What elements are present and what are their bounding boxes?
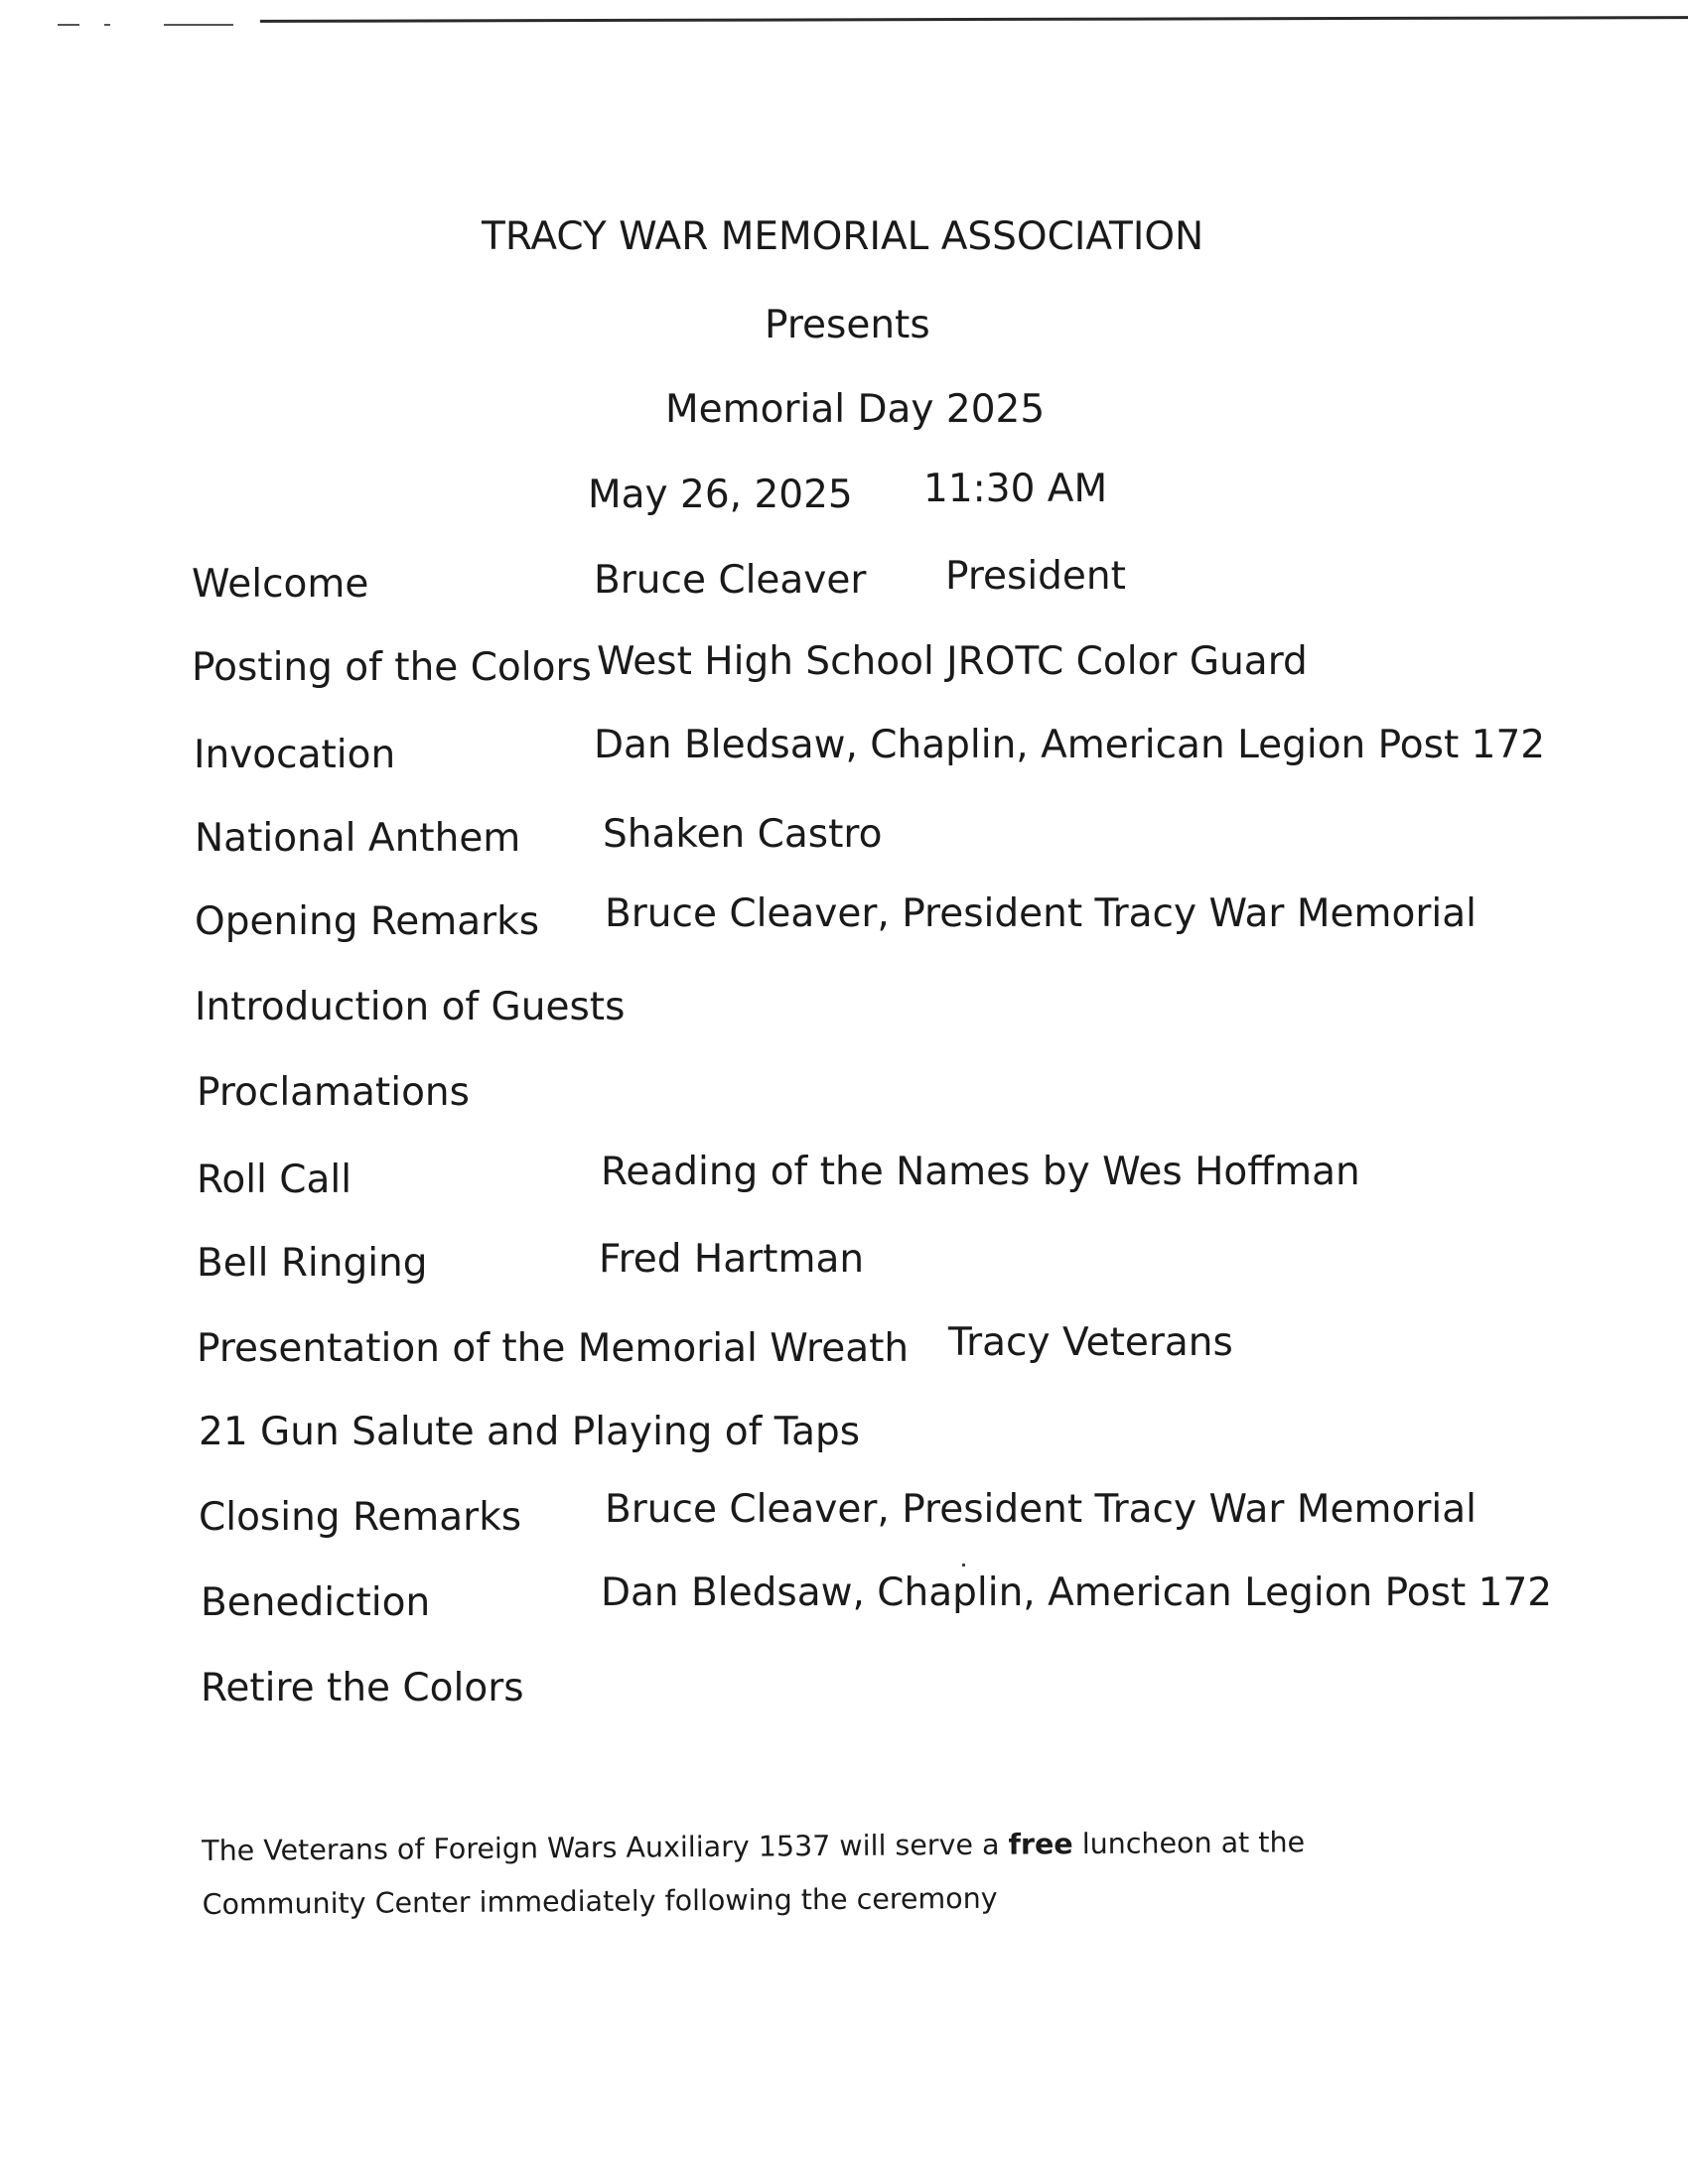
program-item-detail: Shaken Castro	[603, 812, 883, 857]
scan-mark	[164, 24, 233, 26]
scan-speck	[962, 1564, 965, 1567]
program-item-label: Invocation	[194, 733, 396, 777]
program-item-detail: Bruce Cleaver, President Tracy War Memorial	[605, 891, 1477, 936]
program-item-detail: Bruce Cleaver, President Tracy War Memorial	[605, 1487, 1477, 1532]
program-item-label: Posting of the Colors	[192, 645, 592, 690]
program-item-role: President	[945, 554, 1126, 599]
luncheon-free-emphasis: free	[1008, 1828, 1073, 1861]
program-item-label: 21 Gun Salute and Playing of Taps	[199, 1410, 861, 1454]
program-item-label: Opening Remarks	[195, 899, 540, 944]
program-item-label: Retire the Colors	[201, 1666, 524, 1710]
program-item-label: Benediction	[201, 1580, 431, 1625]
program-item-label: Introduction of Guests	[195, 985, 626, 1029]
program-item-label: Closing Remarks	[199, 1495, 522, 1540]
program-item-label: Presentation of the Memorial Wreath	[197, 1326, 910, 1371]
program-item-detail: West High School JROTC Color Guard	[597, 639, 1308, 684]
program-item-label: Welcome	[192, 562, 369, 607]
program-item-label: Bell Ringing	[197, 1241, 428, 1286]
presents-line: Presents	[765, 303, 930, 347]
program-item-detail: Bruce Cleaver	[594, 558, 867, 603]
event-date: May 26, 2025	[588, 473, 853, 517]
event-time: 11:30 AM	[923, 467, 1108, 511]
program-item-detail: Dan Bledsaw, Chaplin, American Legion Post 172	[601, 1570, 1553, 1615]
program-item-label: National Anthem	[195, 816, 521, 861]
organization-title: TRACY WAR MEMORIAL ASSOCIATION	[482, 214, 1204, 259]
luncheon-note	[202, 1815, 1474, 1932]
program-item-detail: Fred Hartman	[599, 1237, 865, 1282]
program-item-detail: Tracy Veterans	[948, 1320, 1233, 1365]
program-item-detail: Dan Bledsaw, Chaplin, American Legion Post 172	[594, 723, 1546, 767]
luncheon-note-text: The Veterans of Foreign Wars Auxiliary 1537 will serve a	[202, 1828, 1009, 1867]
program-item-label: Roll Call	[197, 1158, 352, 1202]
event-title: Memorial Day 2025	[665, 387, 1046, 432]
scan-mark	[58, 24, 79, 26]
luncheon-note-text-end: luncheon at the Community Center immediately following the ceremony	[202, 1826, 1306, 1921]
scan-mark	[104, 24, 110, 26]
scan-top-rule	[260, 16, 1688, 23]
program-item-detail: Reading of the Names by Wes Hoffman	[601, 1150, 1360, 1194]
program-item-label: Proclamations	[197, 1070, 470, 1115]
